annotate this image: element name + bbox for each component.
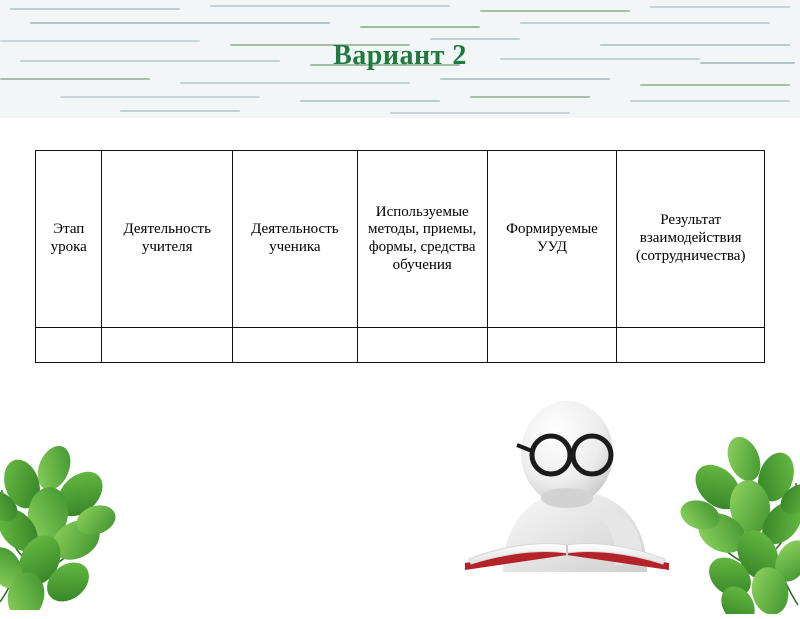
column-header-stage: Этап урока	[36, 151, 102, 328]
table-body	[36, 328, 765, 363]
lesson-plan-table-container	[35, 150, 765, 363]
table-cell-methods[interactable]	[357, 328, 487, 363]
table-header-row	[36, 151, 765, 328]
column-header-result: Результат взаимодействия (сотрудничества)	[617, 151, 765, 328]
table-cell-uud[interactable]	[487, 328, 617, 363]
table-cell-teacher-activity[interactable]	[102, 328, 232, 363]
table-cell-student-activity[interactable]	[232, 328, 357, 363]
lesson-plan-table	[35, 150, 765, 363]
column-header-student-activity: Деятельность ученика	[232, 151, 357, 328]
column-header-methods: Используемые методы, приемы, формы, средства обучения	[357, 151, 487, 328]
column-header-uud: Формируемые УУД	[487, 151, 617, 328]
column-header-teacher-activity: Деятельность учителя	[102, 151, 232, 328]
table-row	[36, 328, 765, 363]
birch-leaves-cluster	[0, 410, 172, 610]
page-title: Вариант 2	[333, 40, 467, 71]
table-cell-result[interactable]	[617, 328, 765, 363]
birch-leaves-cluster	[626, 399, 800, 614]
table-header-row-group	[36, 151, 765, 328]
table-cell-stage[interactable]	[36, 328, 102, 363]
